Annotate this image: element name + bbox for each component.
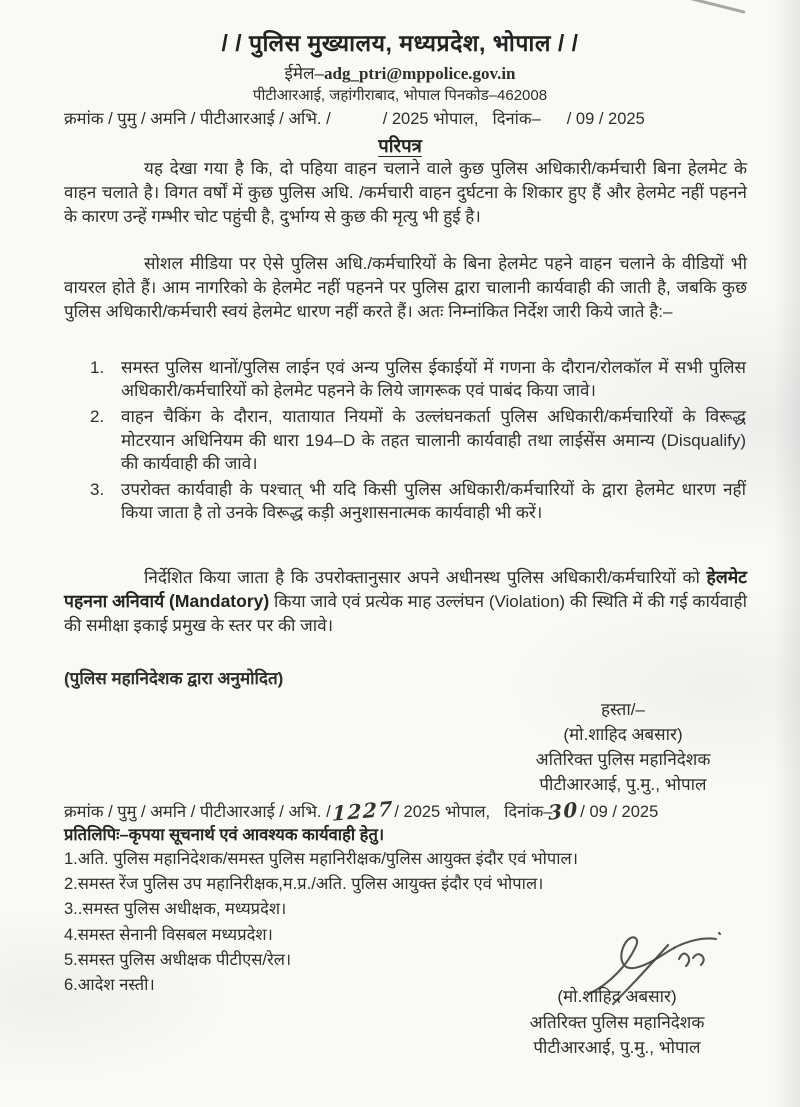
- copy-list-item: 2.समस्त रेंज पुलिस उप महानिरीक्षक,म.प्र./अति. पुलिस आयुक्त इंदौर एवं भोपाल।: [64, 875, 544, 894]
- paragraph-3-text: किया जावे एवं प्रत्येक माह उल्लंघन (Violation) की स्थिति में की गई कार्यवाही की समीक्षा इकाई प्रमुख के स्तर पर की जावे।: [64, 591, 747, 635]
- handwritten-date: 30: [547, 797, 580, 825]
- reference-line-bottom: [64, 796, 756, 826]
- paragraph-3-text: निर्देशित किया जाता है कि उपरोक्तानुसार अपने अधीनस्थ पुलिस अधिकारी/कर्मचारियों को: [144, 568, 707, 587]
- signature-block-bottom: [492, 984, 742, 1061]
- ref-bottom-prefix: क्रमांक / पुमु / अमनि / पीटीआरआई / अभि. /: [64, 803, 331, 821]
- handwritten-ref-number: 1227: [331, 796, 394, 826]
- page-title: / / पुलिस मुख्यालय, मध्यप्रदेश, भोपाल / /: [221, 30, 579, 56]
- copy-list-item: 4.समस्त सेनानी विसबल मध्यप्रदेश।: [64, 925, 273, 944]
- signatory-name: (मो.शाहिद अबसार): [557, 987, 677, 1006]
- directive-number: 3.: [90, 480, 105, 500]
- copy-list-item: 3..समस्त पुलिस अधीक्षक, मध्यप्रदेश।: [64, 900, 287, 919]
- email-line: [0, 61, 800, 84]
- email-label: ईमेल–: [284, 64, 324, 83]
- ref-top-date-label: दिनांक–: [492, 110, 541, 128]
- directive-text: समस्त पुलिस थानों/पुलिस लाईन एवं अन्य पुलिस ईकाईयों में गणना के दौरान/रोलकॉल में सभी पुलिस अधिकारी/कर्मचारियों को हेलमेट पहनने के लिये जागरूक एवं पाबंद किया जावे।: [121, 358, 746, 401]
- directive-item-3: [90, 478, 746, 524]
- signatory-office: पीटीआरआई, पु.मु., भोपाल: [539, 775, 707, 794]
- signatory-designation: अतिरिक्त पुलिस महानिदेशक: [529, 1012, 705, 1032]
- ref-top-year: / 2025 भोपाल,: [382, 110, 479, 128]
- signature-block-top: [498, 697, 748, 797]
- approval-note: (पुलिस महानिदेशक द्वारा अनुमोदित): [64, 669, 284, 688]
- directive-text: उपरोक्त कार्यवाही के पश्चात् भी यदि किसी पुलिस अधिकारी/कर्मचारियों के द्वारा हेलमेट धारण नहीं किया जाता है तो उनके विरूद्ध कड़ी अनुशासनात्मक कार्यवाही भी करें।: [121, 480, 746, 523]
- signed-mark: हस्ता/–: [601, 700, 645, 719]
- scan-artifact-streak: [690, 0, 745, 14]
- copy-list-item: 6.आदेश नस्ती।: [64, 976, 155, 995]
- copy-heading: प्रतिलिपिः–कृपया सूचनार्थ एवं आवश्यक कार्यवाही हेतु।: [64, 826, 385, 844]
- copy-list-item: 1.अति. पुलिस महानिदेशक/समस्त पुलिस महानिरीक्षक/पुलिस आयुक्त इंदौर एवं भोपाल।: [64, 850, 578, 868]
- ref-top-date: / 09 / 2025: [566, 110, 645, 128]
- paragraph-3: [64, 566, 747, 637]
- directive-list: [90, 356, 746, 527]
- ref-bottom-date: / 09 / 2025: [580, 803, 659, 821]
- directive-text: वाहन चैकिंग के दौरान, यातायात नियमों के उल्लंघनकर्ता पुलिस अधिकारी/कर्मचारियों के विरूद्ध मोटरयान अधिनियम की धारा 194–D के तहत चालानी कार्यवाही तथा लाईसेंस अमान्य (Disqualify) की कार्यवाही की जावे।: [121, 407, 746, 473]
- paragraph-2: सोशल मीडिया पर ऐसे पुलिस अधि./कर्मचारियों के बिना हेलमेट पहने वाहन चलाने के वीडियों भी वायरल होते हैं। आम नागरिको के हेलमेट नहीं पहनने पर पुलिस द्वारा चालानी कार्यवाही की जाती है, जबकि कुछ पुलिस अधिकारी/कर्मचारी स्वयं हेलमेट धारण नहीं करते हैं। अतः निम्नांकित निर्देश जारी किये जाते है:–: [64, 254, 747, 321]
- directive-item-1: [90, 356, 746, 402]
- copy-list-item: 5.समस्त पुलिस अधीक्षक पीटीएस/रेल।: [64, 950, 292, 969]
- signatory-name: (मो.शाहिद अबसार): [563, 725, 683, 744]
- directive-number: 2.: [90, 407, 105, 427]
- signatory-office: पीटीआरआई, पु.मु., भोपाल: [533, 1038, 701, 1057]
- mandatory-bold-text: हेलमेट पहनना अनिवार्य (Mandatory): [64, 567, 747, 611]
- ref-bottom-year: / 2025 भोपाल,: [394, 803, 491, 821]
- paragraph-1: यह देखा गया है कि, दो पहिया वाहन चलाने वाले कुछ पुलिस अधिकारी/कर्मचारी बिना हेलमेट के वाहन चलाते है। विगत वर्षों में कुछ पुलिस अधि. /कर्मचारी वाहन दुर्घटना के शिकार हुए हैं और हेलमेट नहीं पहनने के कारण उन्हें गम्भीर चोट पहुंची है, दुर्भाग्य से कुछ की मृत्यु भी हुई है।: [64, 159, 747, 226]
- signatory-designation: अतिरिक्त पुलिस महानिदेशक: [535, 750, 711, 769]
- ref-top-prefix: क्रमांक / पुमु / अमनि / पीटीआरआई / अभि. /: [64, 110, 331, 128]
- ref-bottom-date-label: दिनांक–: [504, 803, 553, 821]
- reference-line-top: [64, 106, 756, 129]
- circular-heading: परिपत्र: [378, 135, 422, 156]
- directive-item-2: [90, 405, 746, 475]
- email-address: adg_ptri@mppolice.gov.in: [324, 64, 516, 83]
- address-line: पीटीआरआई, जहांगीराबाद, भोपाल पिनकोड–462008: [252, 87, 548, 104]
- directive-number: 1.: [90, 358, 105, 377]
